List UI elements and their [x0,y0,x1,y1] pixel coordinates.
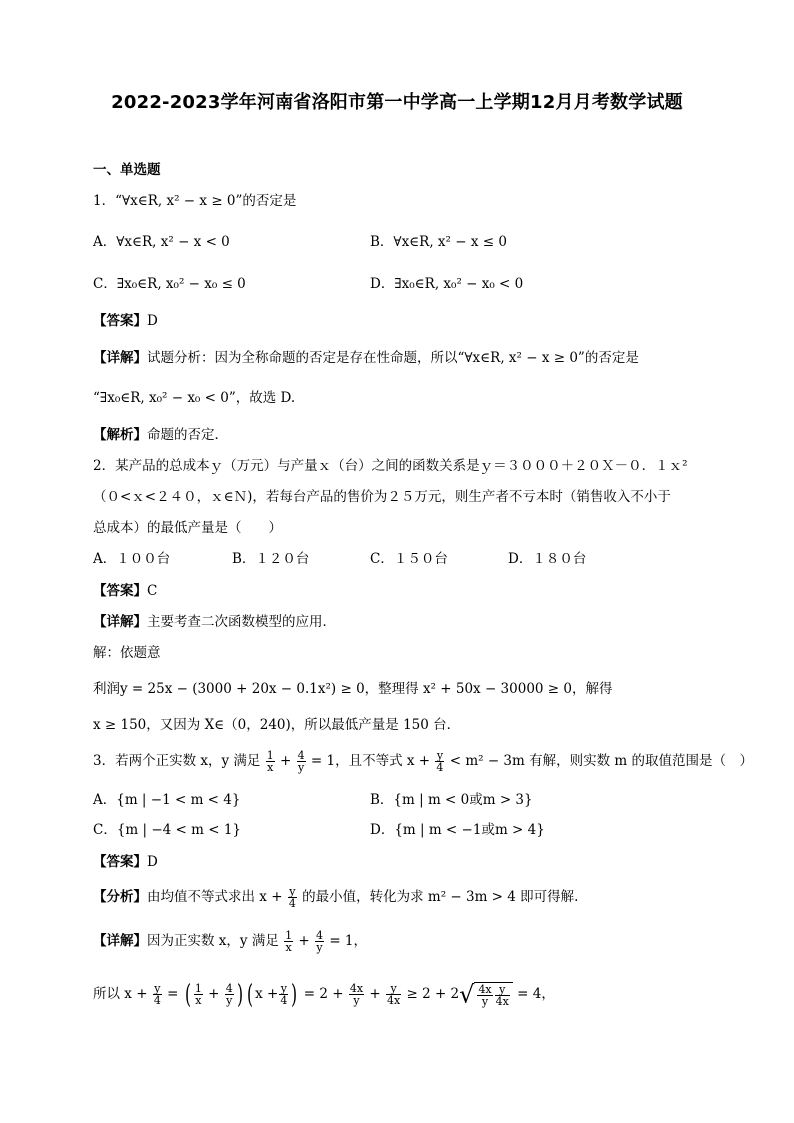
analysis-tag: 【分析】 [93,889,147,905]
fraction: $\frac{1}{x}$ [194,982,202,1007]
q3-derivation: 所以 x + $\frac{y}{4}$ = ( $\frac{1}{x}$ + $\frac{4}{y}$ ) ( x + $\frac{y}{4}$ ) = 2 + $\frac{4x}{y}$ + $\frac{y}{4x}$ ≥ 2 + 2√ $\frac{4x}{y}$ $\frac{y}{4x}$ = 4， [93,979,555,1010]
fraction: $\frac{4x}{y}$ [349,982,364,1007]
fraction: $\frac{y}{4}$ [153,982,161,1007]
q1-analysis-line [93,425,228,445]
q1-option-d: D．∃x₀∈R, x₀² − x₀ < 0 [370,276,524,292]
detail-tag: 【详解】 [93,614,147,630]
q3-analysis-line: 【分析】由均值不等式求出 x + $\frac{y}{4}$ 的最小值，转化为求 m² − 3m > 4 即可得解. [93,885,579,910]
q2-option-b: B．１２０台 [232,551,310,567]
q2-option-c: C．１５０台 [370,551,448,567]
analysis-tag: 【解析】 [93,427,147,443]
q2-answer-line [93,581,157,601]
q1-option-a: A．∀x∈R, x² − x < 0 [93,234,230,250]
fraction: $\frac{y}{4x}$ [386,982,401,1007]
sqrt-sign: √ [459,980,475,1009]
q3-option-d: D．{m | m < −1或m > 4} [370,822,545,838]
q3-stem: 3．若两个正实数 x，y 满足 $\frac{1}{x}$ + $\frac{4}{y}$ = 1，且不等式 x + $\frac{y}{4}$ < m² − 3m 有解，则实数 m 的取值范围是（ ） [93,749,753,774]
answer-tag: 【答案】 [93,583,147,599]
q2-option-d: D．１８０台 [508,551,587,567]
q2-conclusion: x ≥ 150，又因为 X∈（0，240)，所以最低产量是 150 台． [93,717,461,733]
fraction: $\frac{1}{x}$ [285,929,293,954]
fraction: $\frac{4}{y}$ [316,929,324,954]
q1-option-b: B．∀x∈R, x² − x ≤ 0 [370,234,507,250]
answer-value: C [147,583,158,599]
section-heading: 一、单选题 [93,162,161,178]
q1-answer-line [93,311,158,331]
q2-option-a: A．１００台 [93,551,171,567]
fraction: $\frac{y}{4x}$ [495,983,509,1008]
page-title: 2022-2023学年河南省洛阳市第一中学高一上学期12月月考数学试题 [111,92,683,113]
fraction: $\frac{4}{y}$ [225,982,233,1007]
q1-detail-line [93,348,639,368]
q3-option-b: B．{m | m < 0或m > 3} [370,792,533,808]
fraction: $\frac{4x}{y}$ [478,983,492,1008]
answer-tag: 【答案】 [93,313,147,329]
fraction: $\frac{y}{4}$ [436,749,444,774]
q2-solution-intro: 解：依题意 [93,645,161,661]
answer-value: D [147,854,158,870]
left-paren: ( [184,979,191,1010]
q1-option-c: C．∃x₀∈R, x₀² − x₀ ≤ 0 [93,276,246,292]
detail-text: 主要考查二次函数模型的应用． [147,614,336,630]
fraction: $\frac{y}{4}$ [288,885,296,910]
q3-option-c: C．{m | −4 < m < 1} [93,822,242,838]
fraction: $\frac{4}{y}$ [297,749,305,774]
right-paren: ) [291,979,298,1010]
sqrt-radicand [474,982,512,1007]
q2-stem-line3: 总成本）的最低产量是（ ） [93,520,282,536]
q1-stem: 1．“∀x∈R, x² − x ≥ 0”的否定是 [93,193,297,209]
q2-profit-equation: 利润y = 25x − (3000 + 20x − 0.1x²) ≥ 0，整理得 x² + 50x − 30000 ≥ 0，解得 [93,681,613,697]
detail-tag: 【详解】 [93,933,147,949]
q3-answer-line [93,852,158,872]
detail-tag: 【详解】 [93,350,147,366]
q3-option-a: A．{m | −1 < m < 4} [93,792,241,808]
q3-detail-line: 【详解】因为正实数 x，y 满足 $\frac{1}{x}$ + $\frac{4}{y}$ = 1， [93,929,368,954]
answer-value: D [147,313,158,329]
q2-stem-line2: （０<ｘ<２４０，ｘ∈Ｎ)，若每台产品的售价为２５万元，则生产者不亏本时（销售收入不小于 [93,489,671,505]
left-paren: ( [246,979,254,1010]
right-paren: ) [236,979,243,1010]
answer-tag: 【答案】 [93,854,147,870]
detail-text: 试题分析：因为全称命题的否定是存在性命题，所以“∀x∈R, x² − x ≥ 0”的否定是 [147,350,639,366]
q2-stem-line1: 2．某产品的总成本ｙ（万元）与产量ｘ（台）之间的函数关系是ｙ＝３０００＋２０Ｘ－０．１ｘ² [93,458,688,474]
fraction: $\frac{y}{4}$ [280,982,288,1007]
fraction: $\frac{1}{x}$ [266,749,274,774]
q1-detail-continued: “∃x₀∈R, x₀² − x₀ < 0”，故选 D. [93,390,296,406]
analysis-text: 命题的否定． [147,427,228,443]
q2-detail-line [93,612,336,632]
